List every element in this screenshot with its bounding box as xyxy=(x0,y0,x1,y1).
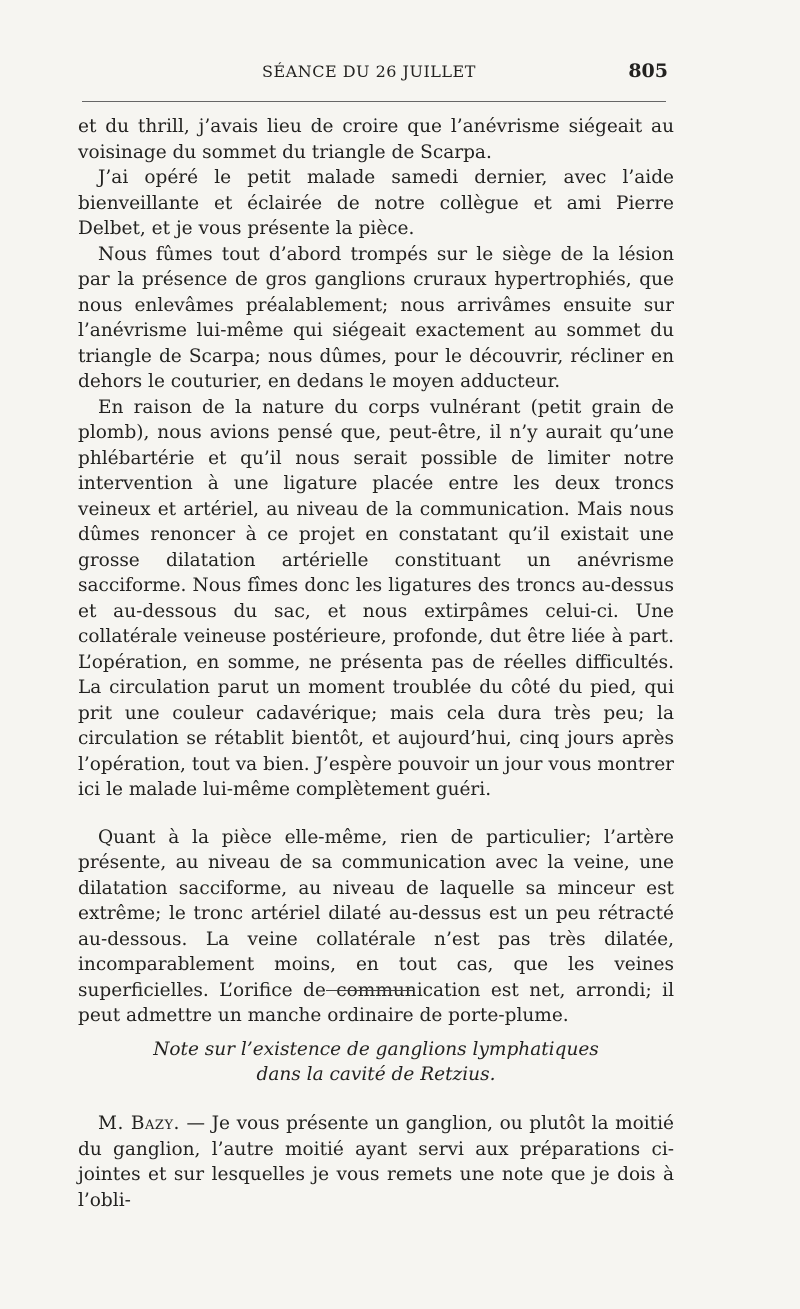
main-text xyxy=(78,114,674,1029)
note-title-line: Note sur l’existence de ganglions lymphatiques xyxy=(153,1039,599,1060)
paragraph: Quant à la pièce elle-même, rien de particulier; l’artère présente, au niveau de sa communication avec la veine, une dilatation sacciforme, au niveau de laquelle sa minceur est extrême; le tronc artériel dilaté au-dessus est un peu rétracté au-dessous. La veine collatérale n’est pas très dilatée, incomparablement moins, en tout cas, que les veines superficielles. L’orifice de communication est net, arrondi; il peut admettre un manche ordinaire de porte-plume. xyxy=(78,826,674,1026)
paragraph: Nous fûmes tout d’abord trompés sur le siège de la lésion par la présence de gros ganglions cruraux hypertrophiés, que nous enlevâmes préalablement; nous arrivâmes ensuite sur l’anévrisme lui-même qui siégeait exactement au sommet du triangle de Scarpa; nous dûmes, pour le découvrir, récliner en dehors le couturier, en dedans le moyen adducteur. xyxy=(78,243,674,392)
paragraph: et du thrill, j’avais lieu de croire que l’anévrisme siégeait au voisinage du sommet du triangle de Scarpa. xyxy=(78,116,674,163)
note-text: — Je vous présente un ganglion, ou plutôt la moitié du ganglion, l’autre moitié ayant servi aux préparations ci-jointes et sur lesquelles je vous remets une note que je dois à l’obli- xyxy=(78,1113,674,1211)
note-title xyxy=(78,1037,674,1087)
paragraph: En raison de la nature du corps vulnérant (petit grain de plomb), nous avions pensé que, peut-être, il n’y aurait qu’une phlébartérie et qu’il nous serait possible de limiter notre intervention à une ligature placée entre les deux troncs veineux et artériel, au niveau de la communication. Mais nous dûmes renoncer à ce projet en constatant qu’il existait une grosse dilatation artérielle constituant un anévrisme sacciforme. Nous fîmes donc les ligatures des troncs au-dessus et au-dessous du sac, et nous extirpâmes celui-ci. Une collatérale veineuse postérieure, profonde, dut être liée à part. L’opération, en somme, ne présenta pas de réelles difficultés. La circulation parut un moment troublée du côté du pied, qui prit une couleur cadavérique; mais cela dura très peu; la circulation se rétablit bientôt, et aujourd’hui, cinq jours après l’opération, tout va bien. J’espère pouvoir un jour vous montrer ici le malade lui-même complètement guéri. xyxy=(78,396,674,800)
note-body xyxy=(78,1111,674,1213)
speaker-name: M. Bazy. xyxy=(98,1113,180,1134)
page-number: 805 xyxy=(628,60,668,82)
header-rule xyxy=(82,101,666,102)
note-paragraph xyxy=(78,1111,674,1213)
paragraph: J’ai opéré le petit malade samedi dernier, avec l’aide bienveillante et éclairée de notre collègue et ami Pierre Delbet, et je vous présente la pièce. xyxy=(78,167,674,239)
header-title: SÉANCE DU 26 JUILLET xyxy=(262,62,476,81)
section-separator xyxy=(326,990,414,991)
running-header xyxy=(78,62,668,90)
note-title-line: dans la cavité de Retzius. xyxy=(256,1064,496,1085)
